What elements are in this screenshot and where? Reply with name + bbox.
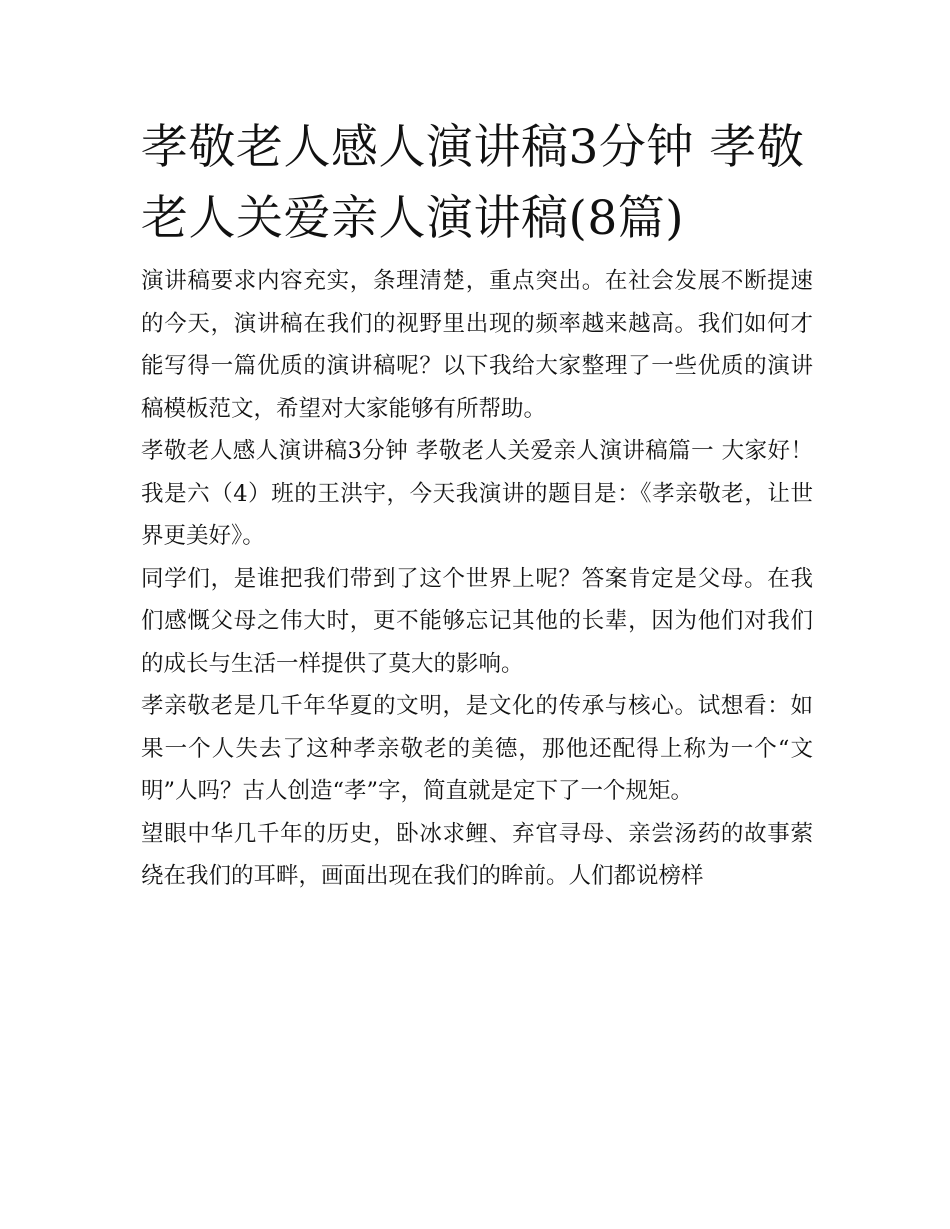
paragraph-intro: 演讲稿要求内容充实，条理清楚，重点突出。在社会发展不断提速的今天，演讲稿在我们的视野里出现的频率越来越高。我们如何才能写得一篇优质的演讲稿呢？以下我给大家整理了一些优质的演讲稿模板范文，希望对大家能够有所帮助。 [141,268,813,422]
paragraph-speech-opening: 孝敬老人感人演讲稿3分钟 孝敬老人关爱亲人演讲稿篇一 大家好！我是六（4）班的王洪宇，今天我演讲的题目是：《孝亲敬老，让世界更美好》。 [141,438,813,549]
document-body [141,112,813,898]
document-title: 孝敬老人感人演讲稿3分钟 孝敬老人关爱亲人演讲稿(8篇) [141,120,805,246]
paragraph-parents: 同学们，是谁把我们带到了这个世界上呢？答案肯定是父母。在我们感慨父母之伟大时，更不能够忘记其他的长辈，因为他们对我们的成长与生活一样提供了莫大的影响。 [141,565,813,677]
paragraph-filial-piety: 孝亲敬老是几千年华夏的文明，是文化的传承与核心。试想看：如果一个人失去了这种孝亲敬老的美德，那他还配得上称为一个“文明”人吗？古人创造“孝”字，简直就是定下了一个规矩。 [141,693,813,804]
paragraph-history: 望眼中华几千年的历史，卧冰求鲤、弃官寻母、亲尝汤药的故事萦绕在我们的耳畔，画面出现在我们的眸前。人们都说榜样 [141,820,813,889]
